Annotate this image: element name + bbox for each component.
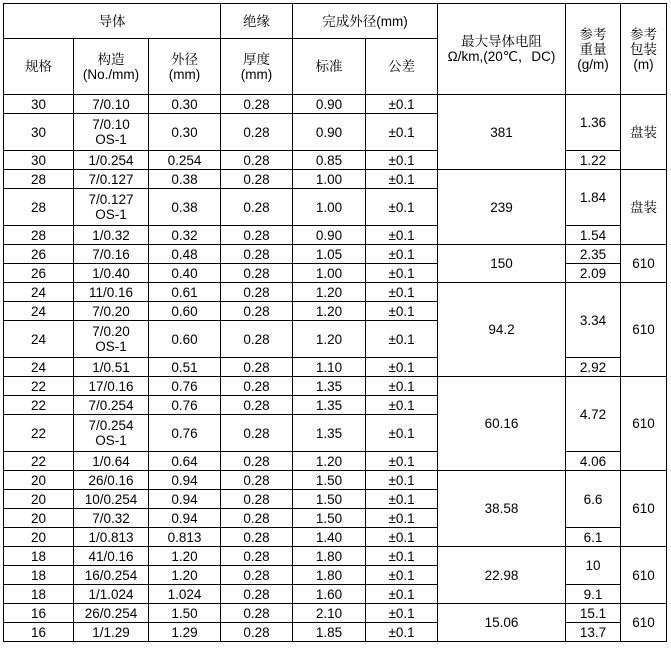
cell-gauge: 22 [4, 415, 74, 452]
table-row [4, 170, 667, 189]
cell-weight: 1.36 [566, 95, 621, 151]
cell-weight: 2.92 [566, 358, 621, 377]
cell-thickness: 0.28 [221, 415, 293, 452]
cell-gauge: 22 [4, 396, 74, 415]
cell-weight: 4.72 [566, 377, 621, 452]
cell-gauge: 28 [4, 170, 74, 189]
cell-thickness: 0.28 [221, 170, 293, 189]
cell-tolerance: ±0.1 [366, 623, 438, 642]
cell-weight: 4.06 [566, 452, 621, 471]
cell-standard: 1.50 [293, 490, 366, 509]
cell-construction: 7/0.254 OS-1 [74, 415, 149, 452]
cell-construction: 7/0.127 OS-1 [74, 189, 149, 226]
cell-weight: 10 [566, 547, 621, 585]
cell-tolerance: ±0.1 [366, 358, 438, 377]
cell-od: 0.64 [149, 452, 221, 471]
cell-gauge: 24 [4, 358, 74, 377]
cell-gauge: 20 [4, 471, 74, 490]
cell-thickness: 0.28 [221, 452, 293, 471]
cell-od: 0.40 [149, 264, 221, 283]
cell-gauge: 26 [4, 264, 74, 283]
cell-tolerance: ±0.1 [366, 321, 438, 358]
cell-tolerance: ±0.1 [366, 490, 438, 509]
cell-gauge: 24 [4, 283, 74, 302]
cell-resistance: 38.58 [438, 471, 566, 547]
cell-thickness: 0.28 [221, 623, 293, 642]
cell-od: 1.50 [149, 604, 221, 623]
cell-thickness: 0.28 [221, 321, 293, 358]
cell-od: 0.94 [149, 471, 221, 490]
cell-standard: 1.20 [293, 302, 366, 321]
cell-thickness: 0.28 [221, 547, 293, 566]
cell-package: 盘装 [621, 170, 667, 245]
cell-od: 0.30 [149, 114, 221, 151]
cell-od: 1.024 [149, 585, 221, 604]
cell-standard: 1.35 [293, 396, 366, 415]
cell-gauge: 20 [4, 490, 74, 509]
cell-construction: 1/1.024 [74, 585, 149, 604]
cell-standard: 1.10 [293, 358, 366, 377]
cell-gauge: 20 [4, 528, 74, 547]
cell-tolerance: ±0.1 [366, 189, 438, 226]
cell-od: 0.51 [149, 358, 221, 377]
cell-construction: 1/0.254 [74, 151, 149, 170]
cell-thickness: 0.28 [221, 358, 293, 377]
cell-package: 610 [621, 283, 667, 377]
cell-od: 0.60 [149, 321, 221, 358]
cell-tolerance: ±0.1 [366, 302, 438, 321]
cell-construction: 10/0.254 [74, 490, 149, 509]
cell-tolerance: ±0.1 [366, 151, 438, 170]
table-row [4, 95, 667, 114]
cell-construction: 7/0.127 [74, 170, 149, 189]
cell-gauge: 20 [4, 509, 74, 528]
cell-thickness: 0.28 [221, 95, 293, 114]
cell-standard: 1.00 [293, 170, 366, 189]
cell-weight: 2.35 [566, 245, 621, 264]
cell-standard: 1.00 [293, 264, 366, 283]
table-row [4, 151, 667, 170]
cell-standard: 0.85 [293, 151, 366, 170]
cell-standard: 1.40 [293, 528, 366, 547]
table-row [4, 585, 667, 604]
cell-standard: 1.20 [293, 283, 366, 302]
cell-gauge: 28 [4, 226, 74, 245]
cell-construction: 1/1.29 [74, 623, 149, 642]
cell-weight: 6.1 [566, 528, 621, 547]
cell-tolerance: ±0.1 [366, 585, 438, 604]
cell-gauge: 26 [4, 245, 74, 264]
cell-package: 610 [621, 245, 667, 283]
cell-construction: 7/0.32 [74, 509, 149, 528]
cell-weight: 9.1 [566, 585, 621, 604]
cell-gauge: 22 [4, 377, 74, 396]
cell-standard: 2.10 [293, 604, 366, 623]
cell-construction: 1/0.51 [74, 358, 149, 377]
cell-gauge: 24 [4, 302, 74, 321]
cell-gauge: 16 [4, 623, 74, 642]
table-row [4, 623, 667, 642]
cell-tolerance: ±0.1 [366, 471, 438, 490]
cell-od: 0.60 [149, 302, 221, 321]
cell-od: 0.61 [149, 283, 221, 302]
header-max-resistance: 最大导体电阻 Ω/km,(20℃，DC) [438, 4, 566, 95]
cell-gauge: 30 [4, 95, 74, 114]
header-insulation: 绝缘 [221, 4, 293, 39]
cell-construction: 7/0.254 [74, 396, 149, 415]
cell-tolerance: ±0.1 [366, 566, 438, 585]
cell-od: 0.30 [149, 95, 221, 114]
cell-gauge: 18 [4, 585, 74, 604]
header-ref-weight: 参考 重量 (g/m) [566, 4, 621, 95]
cell-construction: 41/0.16 [74, 547, 149, 566]
header-conductor: 导体 [4, 4, 221, 39]
table-row [4, 264, 667, 283]
cell-tolerance: ±0.1 [366, 547, 438, 566]
cell-standard: 0.90 [293, 95, 366, 114]
cell-construction: 1/0.32 [74, 226, 149, 245]
cell-standard: 1.50 [293, 509, 366, 528]
cell-construction: 26/0.16 [74, 471, 149, 490]
cell-od: 0.76 [149, 396, 221, 415]
cell-thickness: 0.28 [221, 396, 293, 415]
cell-tolerance: ±0.1 [366, 245, 438, 264]
cell-gauge: 30 [4, 151, 74, 170]
header-thickness: 厚度 (mm) [221, 39, 293, 95]
cell-weight: 1.84 [566, 170, 621, 226]
cell-thickness: 0.28 [221, 283, 293, 302]
cell-standard: 1.35 [293, 377, 366, 396]
cell-construction: 1/0.40 [74, 264, 149, 283]
cell-gauge: 28 [4, 189, 74, 226]
cell-od: 1.29 [149, 623, 221, 642]
cell-construction: 7/0.10 OS-1 [74, 114, 149, 151]
cell-thickness: 0.28 [221, 509, 293, 528]
cell-gauge: 18 [4, 547, 74, 566]
cell-tolerance: ±0.1 [366, 170, 438, 189]
cell-gauge: 30 [4, 114, 74, 151]
cell-construction: 1/0.813 [74, 528, 149, 547]
cell-weight: 1.22 [566, 151, 621, 170]
table-row [4, 528, 667, 547]
cell-weight: 13.7 [566, 623, 621, 642]
cell-construction: 16/0.254 [74, 566, 149, 585]
cell-thickness: 0.28 [221, 604, 293, 623]
header-gauge: 规格 [4, 39, 74, 95]
cell-thickness: 0.28 [221, 151, 293, 170]
cell-standard: 1.00 [293, 189, 366, 226]
cell-thickness: 0.28 [221, 377, 293, 396]
cell-resistance: 22.98 [438, 547, 566, 604]
wire-spec-table [3, 3, 667, 642]
cell-construction: 7/0.20 OS-1 [74, 321, 149, 358]
cell-thickness: 0.28 [221, 245, 293, 264]
table-row [4, 471, 667, 490]
cell-thickness: 0.28 [221, 566, 293, 585]
cell-od: 0.94 [149, 509, 221, 528]
cell-gauge: 24 [4, 321, 74, 358]
cell-thickness: 0.28 [221, 226, 293, 245]
cell-standard: 1.05 [293, 245, 366, 264]
cell-od: 0.94 [149, 490, 221, 509]
cell-resistance: 239 [438, 170, 566, 245]
cell-construction: 7/0.10 [74, 95, 149, 114]
cell-tolerance: ±0.1 [366, 415, 438, 452]
cell-construction: 17/0.16 [74, 377, 149, 396]
cell-thickness: 0.28 [221, 528, 293, 547]
header-construction: 构造 (No./mm) [74, 39, 149, 95]
table-row [4, 452, 667, 471]
cell-construction: 26/0.254 [74, 604, 149, 623]
cell-standard: 1.50 [293, 471, 366, 490]
cell-od: 0.38 [149, 170, 221, 189]
cell-od: 1.20 [149, 547, 221, 566]
table-row [4, 283, 667, 302]
cell-resistance: 381 [438, 95, 566, 170]
cell-tolerance: ±0.1 [366, 283, 438, 302]
cell-thickness: 0.28 [221, 264, 293, 283]
table-row [4, 226, 667, 245]
cell-weight: 6.6 [566, 471, 621, 528]
cell-standard: 1.20 [293, 321, 366, 358]
cell-standard: 1.35 [293, 415, 366, 452]
cell-weight: 15.1 [566, 604, 621, 623]
cell-standard: 1.80 [293, 547, 366, 566]
cell-gauge: 18 [4, 566, 74, 585]
cell-weight: 2.09 [566, 264, 621, 283]
table-row [4, 358, 667, 377]
table-row [4, 377, 667, 396]
header-conductor-od: 外径 (mm) [149, 39, 221, 95]
cell-od: 0.32 [149, 226, 221, 245]
cell-resistance: 150 [438, 245, 566, 283]
cell-package: 610 [621, 547, 667, 604]
cell-thickness: 0.28 [221, 189, 293, 226]
cell-standard: 1.85 [293, 623, 366, 642]
table-row [4, 547, 667, 566]
cell-standard: 1.80 [293, 566, 366, 585]
cell-thickness: 0.28 [221, 302, 293, 321]
cell-od: 0.813 [149, 528, 221, 547]
cell-thickness: 0.28 [221, 490, 293, 509]
cell-od: 1.20 [149, 566, 221, 585]
cell-od: 0.48 [149, 245, 221, 264]
cell-thickness: 0.28 [221, 585, 293, 604]
cell-package: 盘装 [621, 95, 667, 170]
cell-construction: 7/0.16 [74, 245, 149, 264]
header-standard: 标准 [293, 39, 366, 95]
cell-tolerance: ±0.1 [366, 509, 438, 528]
cell-od: 0.76 [149, 415, 221, 452]
cell-gauge: 16 [4, 604, 74, 623]
cell-construction: 7/0.20 [74, 302, 149, 321]
cell-od: 0.38 [149, 189, 221, 226]
cell-standard: 1.20 [293, 452, 366, 471]
cell-standard: 0.90 [293, 114, 366, 151]
cell-od: 0.76 [149, 377, 221, 396]
table-row [4, 604, 667, 623]
cell-tolerance: ±0.1 [366, 396, 438, 415]
cell-construction: 11/0.16 [74, 283, 149, 302]
cell-standard: 0.90 [293, 226, 366, 245]
table-row [4, 245, 667, 264]
cell-tolerance: ±0.1 [366, 114, 438, 151]
cell-tolerance: ±0.1 [366, 604, 438, 623]
cell-weight: 1.54 [566, 226, 621, 245]
cell-tolerance: ±0.1 [366, 95, 438, 114]
cell-construction: 1/0.64 [74, 452, 149, 471]
cell-resistance: 15.06 [438, 604, 566, 642]
cell-od: 0.254 [149, 151, 221, 170]
cell-resistance: 60.16 [438, 377, 566, 471]
cell-package: 610 [621, 604, 667, 642]
cell-resistance: 94.2 [438, 283, 566, 377]
cell-thickness: 0.28 [221, 114, 293, 151]
cell-package: 610 [621, 471, 667, 547]
header-finished-od: 完成外径(mm) [293, 4, 438, 39]
cell-thickness: 0.28 [221, 471, 293, 490]
cell-tolerance: ±0.1 [366, 226, 438, 245]
cell-tolerance: ±0.1 [366, 452, 438, 471]
cell-standard: 1.60 [293, 585, 366, 604]
header-tolerance: 公差 [366, 39, 438, 95]
cell-package: 610 [621, 377, 667, 471]
cell-tolerance: ±0.1 [366, 264, 438, 283]
cell-gauge: 22 [4, 452, 74, 471]
header-ref-package: 参考 包装 (m) [621, 4, 667, 95]
cell-tolerance: ±0.1 [366, 377, 438, 396]
cell-weight: 3.34 [566, 283, 621, 358]
cell-tolerance: ±0.1 [366, 528, 438, 547]
